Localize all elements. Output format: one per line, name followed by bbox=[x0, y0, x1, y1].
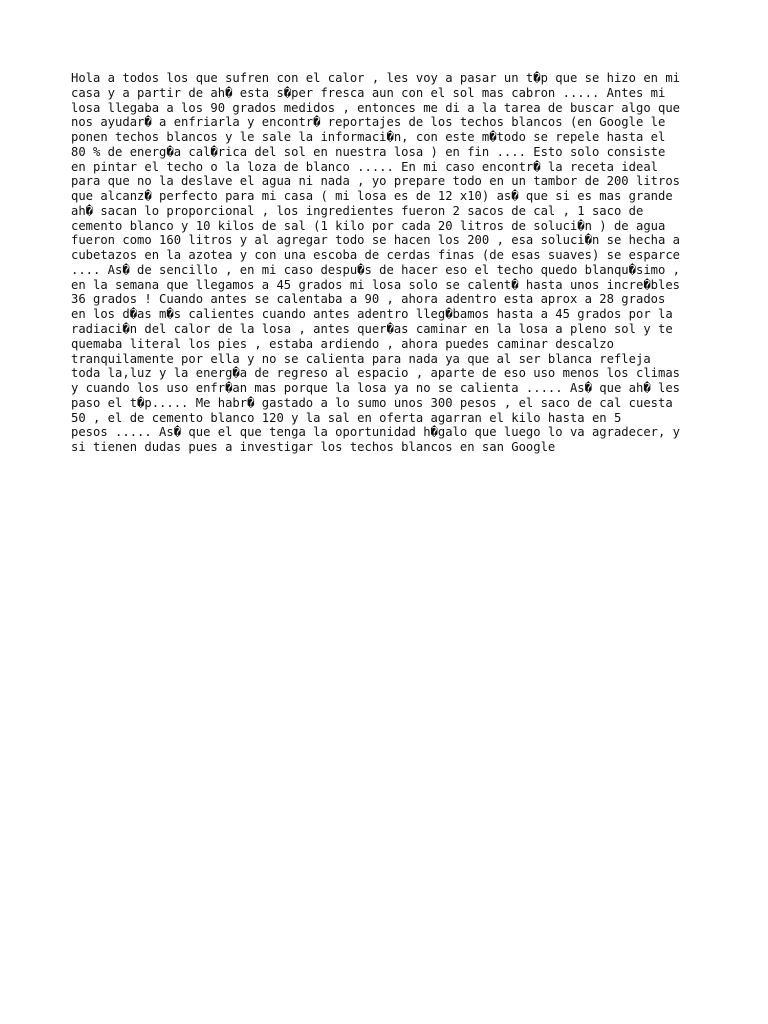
text-line: .... As� de sencillo , en mi caso despu�s de hacer eso el techo quedo blanqu�simo , bbox=[71, 262, 681, 277]
text-line: casa y a partir de ah� esta s�per fresca aun con el sol mas cabron ..... Antes mi bbox=[71, 85, 666, 100]
text-line: en la semana que llegamos a 45 grados mi losa solo se calent� hasta unos incre�bles bbox=[71, 277, 681, 292]
text-line: 50 , el de cemento blanco 120 y la sal en oferta agarran el kilo hasta en 5 bbox=[71, 410, 622, 425]
text-line: en los d�as m�s calientes cuando antes adentro lleg�bamos hasta a 45 grados por la bbox=[71, 307, 673, 322]
text-line: cubetazos en la azotea y con una escoba de cerdas finas (de esas suaves) se esparce bbox=[71, 248, 681, 263]
text-line: quemaba literal los pies , estaba ardiendo , ahora puedes caminar descalzo bbox=[71, 336, 614, 351]
text-line: 36 grados ! Cuando antes se calentaba a 90 , ahora adentro esta aprox a 28 grados bbox=[71, 292, 666, 307]
text-line: cemento blanco y 10 kilos de sal (1 kilo por cada 20 litros de soluci�n ) de agua bbox=[71, 218, 666, 233]
text-line: ponen techos blancos y le sale la informaci�n, con este m�todo se repele hasta el bbox=[71, 130, 666, 145]
text-line: Hola a todos los que sufren con el calor , les voy a pasar un t�p que se hizo en mi bbox=[71, 71, 681, 85]
text-line: paso el t�p..... Me habr� gastado a lo sumo unos 300 pesos , el saco de cal cuesta bbox=[71, 395, 673, 410]
text-line: toda la,luz y la energ�a de regreso al espacio , aparte de eso uso menos los climas bbox=[71, 366, 681, 381]
text-line: 80 % de energ�a cal�rica del sol en nuestra losa ) en fin .... Esto solo consiste bbox=[71, 144, 666, 159]
text-line: ah� sacan lo proporcional , los ingredientes fueron 2 sacos de cal , 1 saco de bbox=[71, 203, 644, 218]
text-line: pesos ..... As� que el que tenga la oportunidad h�galo que luego lo va agradecer, y bbox=[71, 425, 681, 440]
text-line: si tienen dudas pues a investigar los techos blancos en san Google bbox=[71, 440, 556, 455]
text-line: que alcanz� perfecto para mi casa ( mi losa es de 12 x10) as� que si es mas grande bbox=[71, 189, 673, 204]
text-line: tranquilamente por ella y no se calienta para nada ya que al ser blanca refleja bbox=[71, 351, 651, 366]
text-line: y cuando los uso enfr�an mas porque la losa ya no se calienta ..... As� que ah� les bbox=[71, 381, 681, 396]
text-line: para que no la deslave el agua ni nada , yo prepare todo en un tambor de 200 litros bbox=[71, 174, 681, 189]
text-line: en pintar el techo o la loza de blanco ..... En mi caso encontr� la receta ideal bbox=[71, 159, 658, 174]
text-line: nos ayudar� a enfriarla y encontr� reportajes de los techos blancos (en Google le bbox=[71, 115, 666, 130]
text-line: losa llegaba a los 90 grados medidos , entonces me di a la tarea de buscar algo que bbox=[71, 100, 681, 115]
text-line: radiaci�n del calor de la losa , antes quer�as caminar en la losa a pleno sol y te bbox=[71, 322, 673, 337]
body-text bbox=[71, 71, 711, 455]
text-line: fueron como 160 litros y al agregar todo se hacen los 200 , esa soluci�n se hecha a bbox=[71, 233, 681, 248]
